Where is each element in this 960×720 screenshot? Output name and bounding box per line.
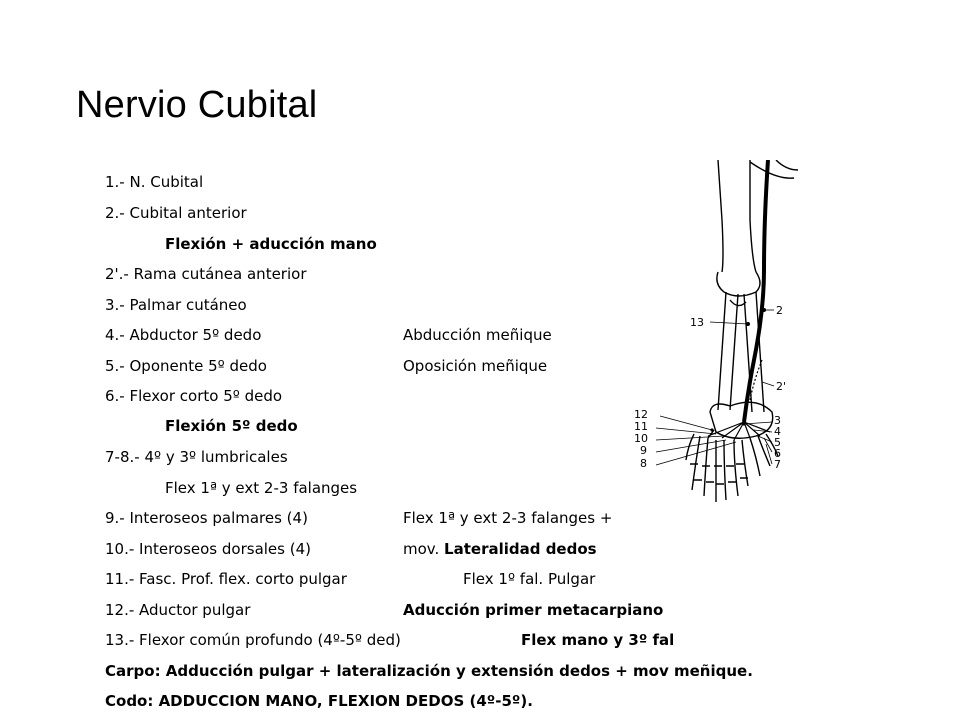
label-10: 10	[634, 432, 648, 445]
list-item-action: Flex 1ª y ext 2-3 falanges +	[403, 509, 613, 527]
list-item-action: Oposición meñique	[403, 357, 548, 375]
label-2: 2	[776, 304, 783, 317]
list-item: 4.- Abductor 5º dedo	[105, 326, 262, 344]
list-item: 3.- Palmar cutáneo	[105, 296, 247, 314]
label-3: 3	[774, 414, 781, 427]
list-item-action: Flex mano y 3º fal	[521, 631, 675, 649]
list-item: 1.- N. Cubital	[105, 173, 204, 191]
summary-carpo: Carpo: Adducción pulgar + lateralización y extensión dedos + mov meñique.	[105, 662, 753, 680]
list-item-action: Aducción primer metacarpiano	[403, 601, 664, 619]
label-13: 13	[690, 316, 704, 329]
list-item-action: Abducción meñique	[403, 326, 552, 344]
list-item-action: Flexión 5º dedo	[165, 417, 298, 435]
list-item: 2.- Cubital anterior	[105, 204, 247, 222]
arm-illustration	[626, 160, 866, 506]
list-item-action	[403, 540, 597, 558]
list-item-action-bold: Lateralidad dedos	[444, 540, 597, 558]
list-item: 12.- Aductor pulgar	[105, 601, 251, 619]
list-item: 2'.- Rama cutánea anterior	[105, 265, 307, 283]
list-item: 7-8.- 4º y 3º lumbricales	[105, 448, 288, 466]
list-item-action: Flex 1ª y ext 2-3 falanges	[165, 479, 358, 497]
list-item: 13.- Flexor común profundo (4º-5º ded)	[105, 631, 401, 649]
label-9: 9	[640, 444, 647, 457]
list-item: 6.- Flexor corto 5º dedo	[105, 387, 283, 405]
list-item-action: Flex 1º fal. Pulgar	[463, 570, 596, 588]
label-11: 11	[634, 420, 648, 433]
label-5: 5	[774, 436, 781, 449]
list-item-action: Flexión + aducción mano	[165, 235, 377, 253]
list-item: 11.- Fasc. Prof. flex. corto pulgar	[105, 570, 347, 588]
summary-codo: Codo: ADDUCCION MANO, FLEXION DEDOS (4º-5º).	[105, 692, 533, 710]
label-7: 7	[774, 458, 781, 471]
label-4: 4	[774, 425, 781, 438]
slide-title: Nervio Cubital	[76, 84, 318, 126]
label-2-prime: 2'	[776, 380, 787, 393]
list-item: 5.- Oponente 5º dedo	[105, 357, 267, 375]
list-item: 9.- Interoseos palmares (4)	[105, 509, 308, 527]
label-12: 12	[634, 408, 648, 421]
list-item: 10.- Interoseos dorsales (4)	[105, 540, 311, 558]
label-6: 6	[774, 447, 781, 460]
label-8: 8	[640, 457, 647, 470]
list-item-action-plain: mov.	[403, 540, 445, 558]
